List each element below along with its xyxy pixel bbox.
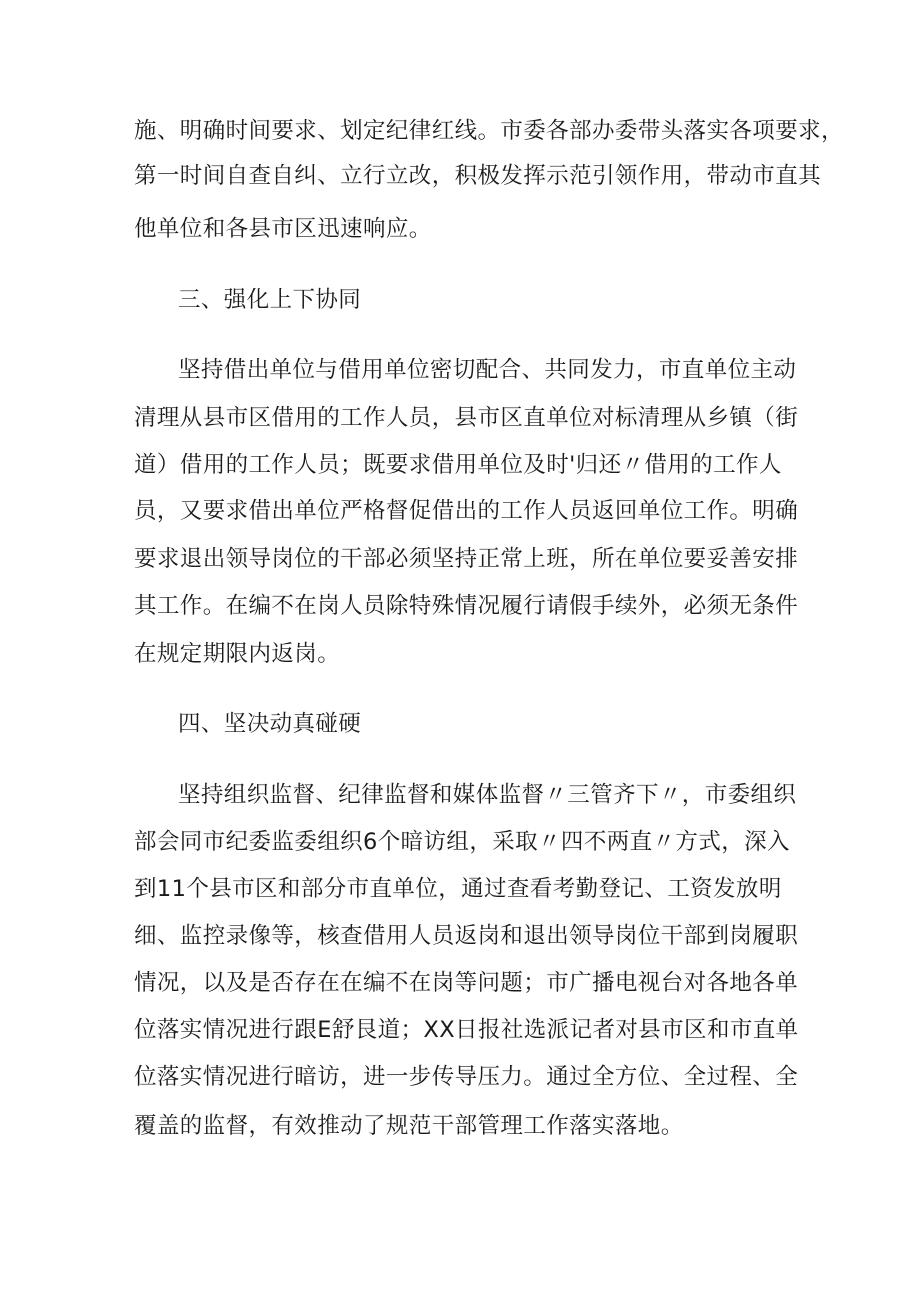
paragraph-line: 位落实情况进行暗访，进一步传导压力。通过全方位、全过程、全 <box>134 1064 799 1090</box>
section-heading-3: 三、强化上下协同 <box>178 287 362 313</box>
paragraph-line: 清理从县市区借用的工作人员，县市区直单位对标清理从乡镇（街 <box>134 405 799 431</box>
paragraph-line: 到11个县市区和部分市直单位，通过查看考勤登记、工资发放明 <box>134 876 782 902</box>
paragraph-line: 他单位和各县市区迅速响应。 <box>134 216 432 242</box>
paragraph-line: 细、监控录像等，核查借用人员返岗和退出领导岗位干部到岗履职 <box>134 923 799 949</box>
paragraph-line: 第一时间自查自纠、立行立改，积极发挥示范引领作用，带动市直其 <box>134 163 822 189</box>
paragraph-line: 员，又要求借出单位严格督促借出的工作人员返回单位工作。明确 <box>134 498 799 524</box>
paragraph-line: 施、明确时间要求、划定纪律红线。市委各部办委带头落实各项要求， <box>134 118 844 144</box>
paragraph-line: 其工作。在编不在岗人员除特殊情况履行请假手续外，必须无条件 <box>134 593 799 619</box>
paragraph-line: 道）借用的工作人员；既要求借用单位及时'归还〃借用的工作人 <box>134 452 782 478</box>
section-heading-4: 四、坚决动真碰硬 <box>178 711 362 737</box>
paragraph-line: 坚持组织监督、纪律监督和媒体监督〃三管齐下〃，市委组织 <box>178 782 797 808</box>
paragraph-line: 位落实情况进行跟E舒艮道；XX日报社选派记者对县市区和市直单 <box>134 1017 799 1043</box>
paragraph-line: 在规定期限内返岗。 <box>134 641 341 667</box>
paragraph-line: 要求退出领导岗位的干部必须坚持正常上班，所在单位要妥善安排 <box>134 546 799 572</box>
paragraph-line: 情况，以及是否存在在编不在岗等问题；市广播电视台对各地各单 <box>134 970 799 996</box>
paragraph-line: 部会同市纪委监委组织6个暗访组，采取〃四不两直〃方式，深入 <box>134 829 790 855</box>
paragraph-line: 覆盖的监督，有效推动了规范干部管理工作落实落地。 <box>134 1113 684 1139</box>
paragraph-line: 坚持借出单位与借用单位密切配合、共同发力，市直单位主动 <box>178 357 797 383</box>
